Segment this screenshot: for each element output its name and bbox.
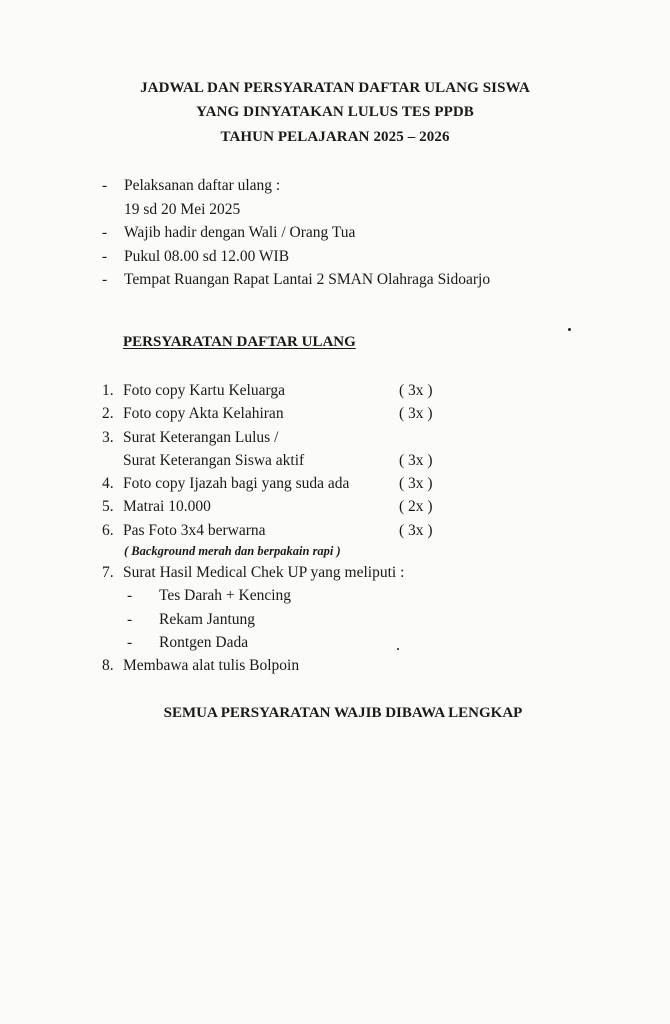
subitem-dash: -	[127, 587, 133, 605]
requirement-text: Surat Hasil Medical Chek UP yang meliputi :	[123, 564, 405, 582]
bullet-dash: -	[102, 247, 108, 265]
requirement-item-continuation	[102, 449, 562, 472]
schedule-item	[102, 198, 490, 222]
title-line-1: JADWAL DAN PERSYARATAN DAFTAR ULANG SISWA	[140, 80, 530, 96]
requirements-list	[102, 379, 562, 678]
requirement-text: Surat Keterangan Siswa aktif	[123, 451, 305, 469]
subitem-dash: -	[127, 633, 133, 651]
requirement-quantity: ( 3x )	[399, 475, 433, 493]
title-line-3: TAHUN PELAJARAN 2025 – 2026	[220, 129, 450, 145]
requirement-item	[102, 495, 562, 518]
requirement-subitem	[102, 631, 562, 654]
requirement-text: Membawa alat tulis Bolpoin	[123, 657, 300, 675]
requirement-subitem	[102, 584, 562, 607]
scan-speck	[568, 328, 571, 331]
requirement-subitem-text: Rekam Jantung	[159, 610, 255, 628]
requirement-subitem	[102, 608, 562, 631]
scan-speck	[397, 648, 399, 650]
requirement-quantity: ( 3x )	[399, 521, 433, 539]
subitem-dash: -	[127, 610, 133, 628]
requirement-item	[102, 426, 562, 449]
requirement-item	[102, 654, 562, 677]
requirement-number: 5.	[102, 498, 114, 516]
requirement-text: Foto copy Akta Kelahiran	[123, 405, 284, 423]
title-line-2: YANG DINYATAKAN LULUS TES PPDB	[196, 104, 474, 120]
requirement-text: Foto copy Kartu Keluarga	[123, 382, 285, 399]
schedule-item	[102, 245, 490, 269]
schedule-item	[102, 221, 490, 245]
requirement-item	[102, 379, 562, 402]
requirement-quantity: ( 3x )	[399, 382, 433, 399]
requirement-number: 4.	[102, 475, 114, 493]
requirement-number: 1.	[102, 382, 114, 399]
requirement-subitem-text: Rontgen Dada	[159, 633, 249, 651]
requirement-quantity: ( 3x )	[399, 405, 433, 423]
schedule-item-text: Tempat Ruangan Rapat Lantai 2 SMAN Olahraga Sidoarjo	[124, 271, 491, 288]
schedule-item-text: Pelaksanan daftar ulang :	[124, 177, 281, 194]
schedule-item-text: Pukul 08.00 sd 12.00 WIB	[124, 247, 290, 265]
requirement-number: 3.	[102, 428, 114, 446]
closing-statement: SEMUA PERSYARATAN WAJIB DIBAWA LENGKAP	[163, 705, 523, 721]
schedule-item	[102, 174, 490, 198]
requirement-text: Foto copy Ijazah bagi yang suda ada	[123, 475, 350, 493]
requirements-heading: PERSYARATAN DAFTAR ULANG	[123, 334, 356, 350]
schedule-list	[102, 174, 490, 292]
bullet-dash: -	[102, 177, 108, 194]
requirement-item	[102, 561, 562, 584]
requirement-number: 2.	[102, 405, 114, 423]
requirement-number: 6.	[102, 521, 114, 539]
requirement-number: 8.	[102, 657, 114, 675]
requirement-quantity: ( 3x )	[399, 451, 433, 469]
schedule-item-text: 19 sd 20 Mei 2025	[124, 200, 241, 218]
requirement-text: Pas Foto 3x4 berwarna	[123, 521, 266, 539]
requirement-number: 7.	[102, 564, 114, 582]
schedule-item	[102, 268, 490, 292]
requirement-item	[102, 402, 562, 425]
requirement-quantity: ( 2x )	[399, 498, 433, 516]
requirement-item	[102, 519, 562, 542]
bullet-dash: -	[102, 224, 108, 241]
requirement-item	[102, 472, 562, 495]
requirement-text: Surat Keterangan Lulus /	[123, 428, 279, 446]
requirement-note	[102, 542, 562, 561]
bullet-dash: -	[102, 271, 108, 288]
schedule-item-text: Wajib hadir dengan Wali / Orang Tua	[124, 224, 356, 241]
requirement-text: Matrai 10.000	[123, 498, 211, 516]
requirement-subitem-text: Tes Darah + Kencing	[159, 587, 292, 605]
requirement-note-text: ( Background merah dan berpakain rapi )	[124, 544, 341, 559]
